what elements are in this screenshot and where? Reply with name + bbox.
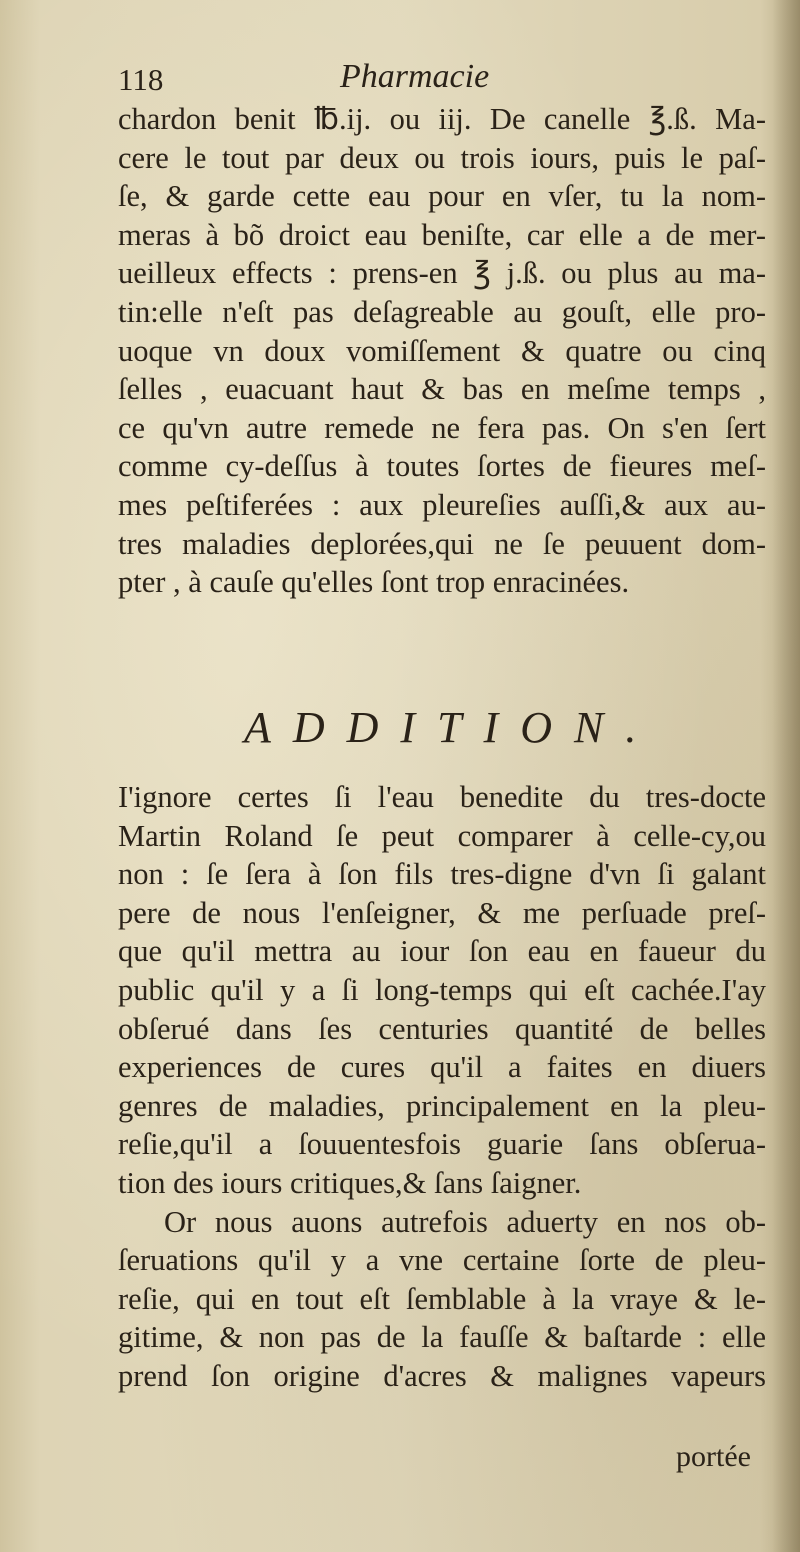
text-line: chardon benit ℔.ij. ou iij. De canelle ℥.ß. Ma- [118,102,766,136]
page-edge-shadow [772,0,800,1552]
text-line: genres de maladies, principalement en la pleu- [118,1088,766,1123]
text-line: obſerué dans ſes centuries quantité de belles [118,1011,766,1046]
text-line: reſie, qui en tout eſt ſemblable à la vraye & le- [118,1281,766,1316]
text-line: gitime, & non pas de la fauſſe & baſtarde : elle [118,1320,766,1355]
text-line-paragraph-start [118,1203,766,1242]
text-line: tres maladies deplorées,qui ne ſe peuuent dom- [118,526,766,561]
text-line: I'ignore certes ſi l'eau benedite du tres-docte [118,780,766,814]
text-line: cere le tout par deux ou trois iours, puis le paſ- [118,140,766,175]
text-line: prend ſon origine d'acres & malignes vapeurs [118,1358,766,1393]
text-line: ueilleux effects : prens-en ℥ j.ß. ou plus au ma- [118,256,766,291]
text-block-addition [118,778,766,1396]
text-line: ce qu'vn autre remede ne fera pas. On s'en ſert [118,410,766,445]
text-line: ſelles , euacuant haut & bas en meſme temps , [118,372,766,407]
running-title: Pharmacie [340,58,490,95]
text-line: que qu'il mettra au iour ſon eau en faueur du [118,934,766,969]
text-line: experiences de cures qu'il a faites en diuers [118,1050,766,1085]
text-line: comme cy-deſſus à toutes ſortes de fieures meſ- [118,449,766,484]
text-line: non : ſe ſera à ſon fils tres-digne d'vn ſi galant [118,857,766,892]
text-line: Martin Roland ſe peut comparer à celle-cy,ou [118,818,766,853]
text-line: meras à bõ droict eau beniſte, car elle a de mer- [118,217,766,252]
catchword: portée [676,1440,751,1473]
text-line: pter , à cauſe qu'elles ſont trop enracinées. [118,565,630,600]
text-line: ſe, & garde cette eau pour en vſer, tu la nom- [118,179,766,214]
text-line-content: Or nous auons autrefois aduerty en nos ob- [164,1204,766,1239]
text-line: public qu'il y a ſi long-temps qui eſt cachée.I'ay [118,972,766,1007]
text-line: mes peſtiferées : aux pleureſies auſſi,& aux au- [118,487,766,522]
text-block-recipe [118,100,766,602]
page-number: 118 [118,62,164,97]
text-line: ſeruations qu'il y a vne certaine ſorte de pleu- [118,1243,766,1278]
text-line: tin:elle n'eſt pas deſagreable au gouſt, elle pro- [118,294,766,329]
section-heading-addition: ADDITION. [244,703,659,752]
text-line: tion des iours critiques,& ſans ſaigner. [118,1165,582,1200]
text-line: uoque vn doux vomiſſement & quatre ou cinq [118,333,766,368]
running-header [118,58,778,98]
text-line: pere de nous l'enſeigner, & me perſuade preſ- [118,895,766,930]
text-line: reſie,qu'il a ſouuentesfois guarie ſans obſerua- [118,1127,766,1162]
